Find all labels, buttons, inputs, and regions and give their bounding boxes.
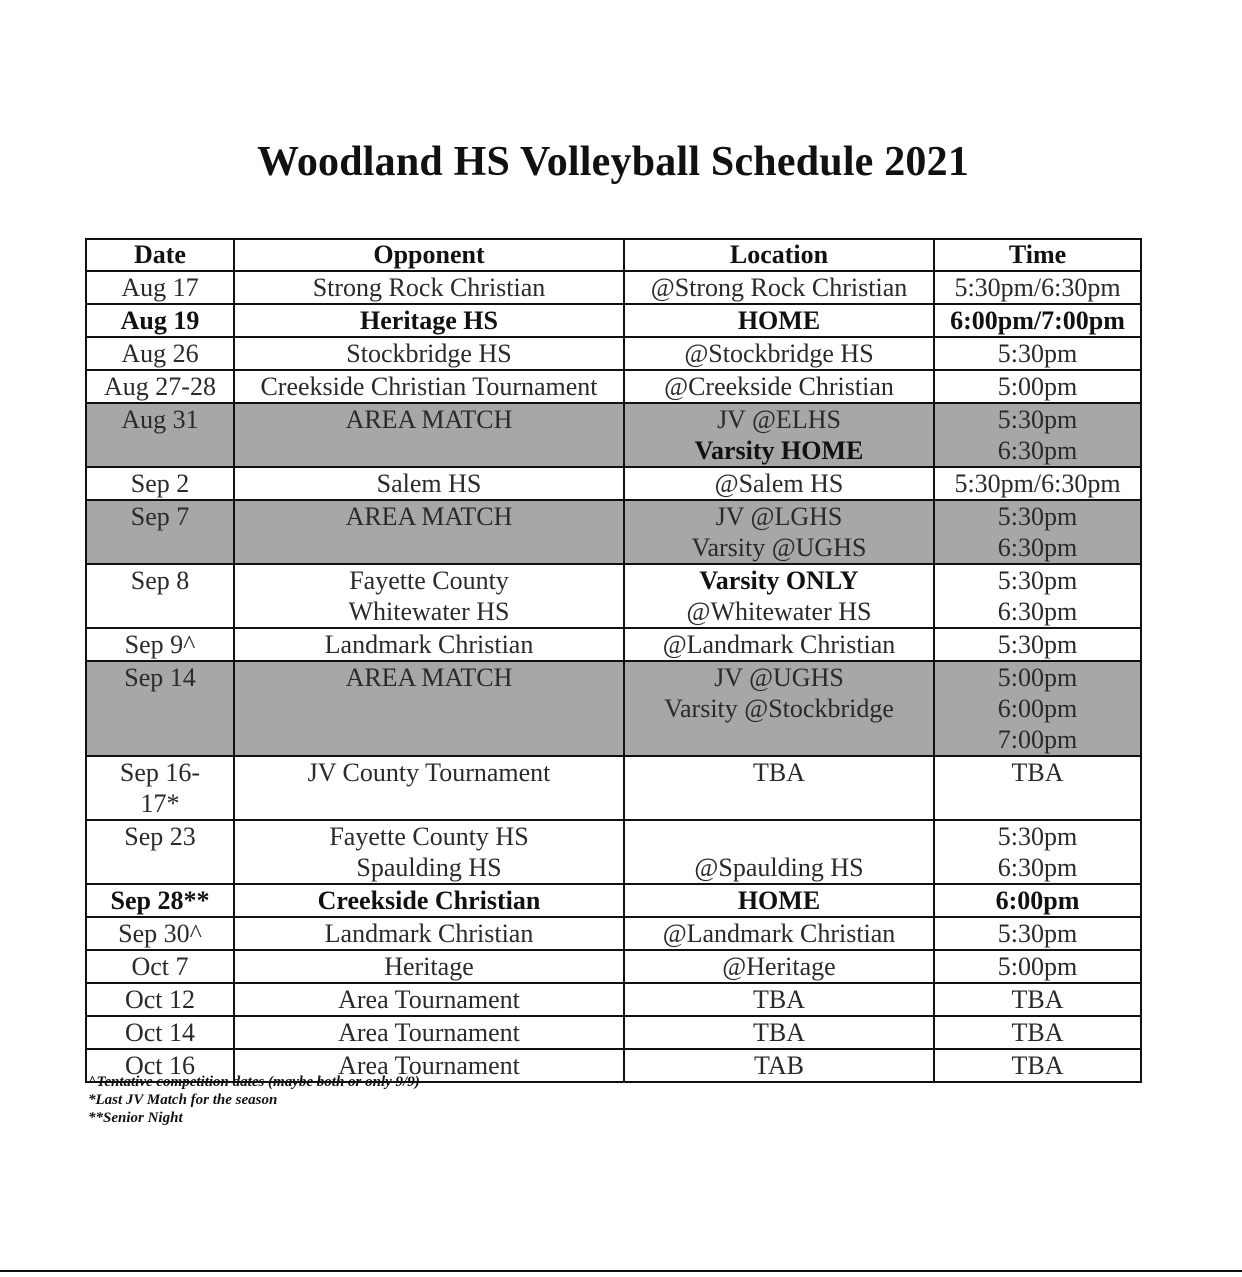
date-text: Aug 17	[121, 273, 199, 302]
footnotes	[88, 1073, 420, 1127]
cell-date	[86, 500, 234, 564]
time-text: 7:00pm	[997, 725, 1078, 754]
opponent-text: JV County Tournament	[307, 758, 551, 787]
date-text: Sep 7	[130, 502, 190, 531]
cell-time	[934, 370, 1141, 403]
date-text: Oct 16	[124, 1051, 196, 1080]
cell-location	[624, 337, 934, 370]
opponent-text: Whitewater HS	[348, 597, 510, 626]
time-text: 5:30pm	[997, 919, 1078, 948]
cell-opponent	[234, 756, 624, 820]
cell-location	[624, 564, 934, 628]
table-row	[86, 271, 1141, 304]
page-title: Woodland HS Volleyball Schedule 2021	[256, 139, 970, 185]
cell-time	[934, 820, 1141, 884]
cell-opponent	[234, 337, 624, 370]
location-text: Varsity ONLY	[699, 566, 859, 595]
column-header-date: Date	[86, 239, 234, 271]
cell-location	[624, 950, 934, 983]
cell-opponent	[234, 884, 624, 917]
date-text: Sep 2	[130, 469, 190, 498]
schedule-body	[86, 271, 1141, 1082]
cell-date	[86, 756, 234, 820]
location-text: JV @LGHS	[715, 502, 843, 531]
cell-date	[86, 628, 234, 661]
table-row	[86, 304, 1141, 337]
location-text: @Spaulding HS	[694, 853, 864, 882]
cell-location	[624, 917, 934, 950]
location-text: Varsity HOME	[694, 436, 864, 465]
table-row	[86, 370, 1141, 403]
time-text: 6:30pm	[997, 436, 1078, 465]
time-text: 5:30pm	[997, 502, 1078, 531]
cell-opponent	[234, 564, 624, 628]
opponent-text: AREA MATCH	[345, 502, 513, 531]
cell-location	[624, 403, 934, 467]
date-text: Sep 14	[124, 663, 196, 692]
opponent-text: Creekside Christian Tournament	[260, 372, 598, 401]
cell-location	[624, 1049, 934, 1082]
location-text: @Landmark Christian	[662, 630, 896, 659]
cell-date	[86, 661, 234, 756]
location-text: @Whitewater HS	[686, 597, 872, 626]
date-text: Aug 27-28	[104, 372, 216, 401]
time-text: TBA	[1011, 1018, 1064, 1047]
opponent-text: Spaulding HS	[356, 853, 502, 882]
time-text: 6:30pm	[997, 533, 1078, 562]
time-text: TBA	[1011, 1051, 1064, 1080]
cell-opponent	[234, 370, 624, 403]
opponent-text: Landmark Christian	[324, 919, 534, 948]
cell-date	[86, 884, 234, 917]
footnote-last-jv: *Last JV Match for the season	[88, 1092, 278, 1108]
time-text: 5:30pm	[997, 566, 1078, 595]
cell-location	[624, 304, 934, 337]
location-text: @Creekside Christian	[664, 372, 894, 401]
cell-opponent	[234, 950, 624, 983]
cell-opponent	[234, 661, 624, 756]
column-header-time: Time	[934, 239, 1141, 271]
cell-opponent	[234, 500, 624, 564]
cell-location	[624, 271, 934, 304]
cell-time	[934, 628, 1141, 661]
time-text: 5:30pm	[997, 339, 1078, 368]
cell-location	[624, 1016, 934, 1049]
footnote-tentative: ^Tentative competition dates (maybe both or only 9/9)	[88, 1074, 420, 1090]
cell-date	[86, 337, 234, 370]
cell-date	[86, 304, 234, 337]
date-text: Sep 9^	[124, 630, 196, 659]
cell-date	[86, 403, 234, 467]
location-text: @Heritage	[722, 952, 836, 981]
cell-date	[86, 983, 234, 1016]
time-text: TBA	[1011, 758, 1064, 787]
table-row	[86, 756, 1141, 820]
date-text: Sep 28**	[110, 886, 210, 915]
cell-opponent	[234, 917, 624, 950]
table-row	[86, 661, 1141, 756]
cell-opponent	[234, 1016, 624, 1049]
time-text: 5:30pm	[997, 630, 1078, 659]
table-header-row	[86, 239, 1141, 271]
opponent-text: AREA MATCH	[345, 405, 513, 434]
opponent-text: Stockbridge HS	[346, 339, 512, 368]
cell-location	[624, 756, 934, 820]
date-text: 17*	[140, 789, 180, 818]
bottom-divider	[0, 1270, 1242, 1272]
cell-date	[86, 820, 234, 884]
cell-time	[934, 337, 1141, 370]
cell-opponent	[234, 467, 624, 500]
location-text: @Landmark Christian	[662, 919, 896, 948]
cell-time	[934, 564, 1141, 628]
cell-opponent	[234, 628, 624, 661]
table-row	[86, 820, 1141, 884]
location-text: TBA	[753, 1018, 805, 1047]
cell-time	[934, 271, 1141, 304]
time-text: 5:30pm	[997, 405, 1078, 434]
cell-time	[934, 661, 1141, 756]
opponent-text: Fayette County	[349, 566, 509, 595]
time-text: 5:30pm/6:30pm	[954, 469, 1121, 498]
table-row	[86, 467, 1141, 500]
location-text: TAB	[754, 1051, 804, 1080]
cell-location	[624, 983, 934, 1016]
opponent-text: Area Tournament	[338, 1018, 520, 1047]
cell-time	[934, 950, 1141, 983]
cell-date	[86, 917, 234, 950]
date-text: Sep 16-	[119, 758, 201, 787]
location-text: HOME	[737, 886, 821, 915]
cell-location	[624, 884, 934, 917]
time-text: 5:30pm/6:30pm	[954, 273, 1121, 302]
location-text: TBA	[753, 758, 805, 787]
date-text: Sep 23	[124, 822, 196, 851]
location-text: Varsity @Stockbridge	[664, 694, 894, 723]
cell-date	[86, 370, 234, 403]
cell-location	[624, 820, 934, 884]
cell-location	[624, 500, 934, 564]
table-row	[86, 950, 1141, 983]
date-text: Aug 26	[121, 339, 199, 368]
time-text: 6:30pm	[997, 853, 1078, 882]
cell-location	[624, 628, 934, 661]
table-row	[86, 564, 1141, 628]
cell-time	[934, 1049, 1141, 1082]
date-text: Sep 30^	[118, 919, 202, 948]
table-row	[86, 884, 1141, 917]
location-text: Varsity @UGHS	[691, 533, 867, 562]
date-text: Oct 12	[124, 985, 196, 1014]
table-row	[86, 917, 1141, 950]
table-row	[86, 983, 1141, 1016]
cell-date	[86, 564, 234, 628]
time-text: 5:30pm	[997, 822, 1078, 851]
cell-time	[934, 756, 1141, 820]
date-text: Oct 7	[131, 952, 189, 981]
location-text: JV @ELHS	[717, 405, 841, 434]
table-row	[86, 1016, 1141, 1049]
cell-time	[934, 983, 1141, 1016]
time-text: TBA	[1011, 985, 1064, 1014]
opponent-text: Heritage HS	[360, 306, 498, 335]
opponent-text: Strong Rock Christian	[312, 273, 546, 302]
time-text: 6:00pm/7:00pm	[950, 306, 1125, 335]
cell-opponent	[234, 304, 624, 337]
opponent-text: Landmark Christian	[324, 630, 534, 659]
time-text: 6:30pm	[997, 597, 1078, 626]
cell-date	[86, 1016, 234, 1049]
date-text: Aug 19	[120, 306, 200, 335]
table-row	[86, 628, 1141, 661]
opponent-text: Area Tournament	[338, 985, 520, 1014]
cell-opponent	[234, 983, 624, 1016]
location-text: HOME	[737, 306, 821, 335]
cell-date	[86, 950, 234, 983]
cell-location	[624, 370, 934, 403]
opponent-text: AREA MATCH	[345, 663, 513, 692]
opponent-text: Area Tournament	[338, 1051, 520, 1080]
date-text: Aug 31	[121, 405, 199, 434]
cell-time	[934, 1016, 1141, 1049]
column-header-location: Location	[624, 239, 934, 271]
cell-location	[624, 467, 934, 500]
location-text: TBA	[753, 985, 805, 1014]
column-header-opponent: Opponent	[234, 239, 624, 271]
opponent-text: Fayette County HS	[329, 822, 529, 851]
opponent-text: Salem HS	[376, 469, 482, 498]
schedule-table	[85, 238, 1142, 1083]
cell-date	[86, 467, 234, 500]
cell-opponent	[234, 271, 624, 304]
location-text: JV @UGHS	[714, 663, 844, 692]
time-text: 6:00pm	[995, 886, 1080, 915]
cell-date	[86, 271, 234, 304]
footnote-senior-night: **Senior Night	[88, 1110, 183, 1126]
date-text: Sep 8	[130, 566, 190, 595]
cell-location	[624, 661, 934, 756]
location-text: @Stockbridge HS	[684, 339, 874, 368]
cell-time	[934, 500, 1141, 564]
table-row	[86, 337, 1141, 370]
cell-time	[934, 917, 1141, 950]
cell-time	[934, 403, 1141, 467]
location-text	[625, 821, 933, 852]
opponent-text: Heritage	[384, 952, 474, 981]
table-row	[86, 500, 1141, 564]
location-text: @Strong Rock Christian	[650, 273, 908, 302]
cell-time	[934, 884, 1141, 917]
time-text: 5:00pm	[997, 952, 1078, 981]
time-text: 5:00pm	[997, 372, 1078, 401]
cell-time	[934, 304, 1141, 337]
table-row	[86, 403, 1141, 467]
cell-opponent	[234, 403, 624, 467]
location-text: @Salem HS	[714, 469, 844, 498]
cell-time	[934, 467, 1141, 500]
opponent-text: Creekside Christian	[317, 886, 541, 915]
time-text: 5:00pm	[997, 663, 1078, 692]
cell-opponent	[234, 820, 624, 884]
date-text: Oct 14	[124, 1018, 196, 1047]
time-text: 6:00pm	[997, 694, 1078, 723]
